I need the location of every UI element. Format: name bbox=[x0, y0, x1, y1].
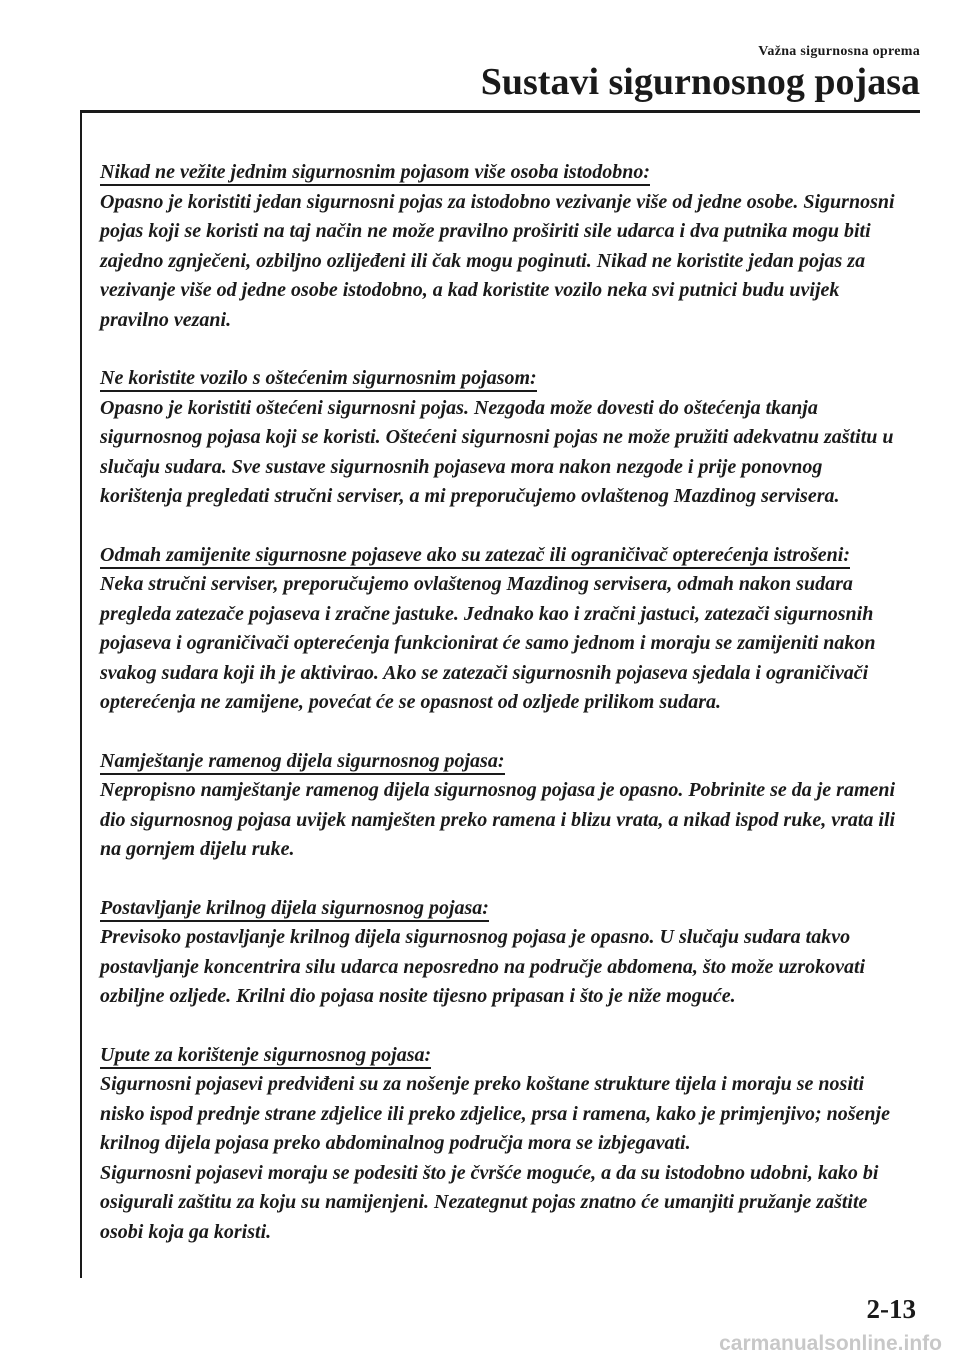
warning-paragraph: Previsoko postavljanje krilnog dijela sigurnosnog pojasa je opasno. U slučaju sudara takvo postavljanje koncentrira silu udarca neposredno na područje abdomena, što može uzrokovati ozbiljne ozljede. Krilni dio pojasa nosite tijesno pripasan i što je niže moguće. bbox=[100, 926, 866, 1007]
warning-heading: Ne koristite vozilo s oštećenim sigurnosnim pojasom: bbox=[100, 364, 904, 394]
page-title: Sustavi sigurnosnog pojasa bbox=[480, 61, 920, 103]
warning-block bbox=[100, 541, 904, 718]
warning-block bbox=[100, 158, 904, 335]
warning-heading: Odmah zamijenite sigurnosne pojaseve ako su zatezač ili ograničivač opterećenja istrošeni: bbox=[100, 541, 904, 571]
warning-block bbox=[100, 894, 904, 1012]
section-label: Važna sigurnosna oprema bbox=[758, 44, 920, 59]
warning-block bbox=[100, 747, 904, 865]
warning-paragraph: Opasno je koristiti oštećeni sigurnosni pojas. Nezgoda može dovesti do oštećenja tkanja sigurnosnog pojasa koji se koristi. Oštećeni sigurnosni pojas ne može pružiti adekvatnu zaštitu u slučaju sudara. Sve sustave sigurnosnih pojaseva mora nakon nezgode i prije ponovnog korištenja pregledati stručni serviser, a mi preporučujemo ovlaštenog Mazdinog servisera. bbox=[100, 396, 894, 507]
warning-heading: Upute za korištenje sigurnosnog pojasa: bbox=[100, 1041, 904, 1071]
page-number: 2-13 bbox=[866, 1294, 916, 1324]
warning-heading: Nikad ne vežite jednim sigurnosnim pojasom više osoba istodobno: bbox=[100, 158, 904, 188]
content-margin-line bbox=[80, 110, 82, 1278]
warning-heading: Postavljanje krilnog dijela sigurnosnog pojasa: bbox=[100, 894, 904, 924]
warning-block bbox=[100, 364, 904, 512]
warning-heading: Namještanje ramenog dijela sigurnosnog pojasa: bbox=[100, 747, 904, 777]
warning-paragraph: Nepropisno namještanje ramenog dijela sigurnosnog pojasa je opasno. Pobrinite se da je rameni dio sigurnosnog pojasa uvijek namješten preko ramena i blizu vrata, a nikad ispod ruke, vrata ili na gornjem dijelu ruke. bbox=[100, 779, 896, 860]
warning-paragraph: Opasno je koristiti jedan sigurnosni pojas za istodobno vezivanje više od jedne osobe. Sigurnosni pojas koji se koristi na taj način ne može pravilno proširiti sile udarca i dva putnika mogu biti zajedno zgnječeni, ozbiljno ozlijeđeni ili čak mogu poginuti. Nikad ne koristite jedan pojas za vezivanje više od jedne osobe istodobno, a kad koristite vozilo neka svi putnici budu uvijek pravilno vezani. bbox=[100, 190, 895, 331]
warning-content bbox=[100, 158, 904, 1276]
warning-paragraph: Sigurnosni pojasevi predviđeni su za nošenje preko koštane strukture tijela i moraju se nositi nisko ispod prednje strane zdjelice ili preko zdjelice, prsa i ramena, kako je primjenjivo; nošenje krilnog dijela pojasa preko abdominalnog područja mora se izbjegavati. bbox=[100, 1073, 890, 1154]
header-rule bbox=[80, 110, 920, 113]
warning-block bbox=[100, 1041, 904, 1248]
warning-paragraph: Neka stručni serviser, preporučujemo ovlaštenog Mazdinog servisera, odmah nakon sudara pregleda zatezače pojaseva i zračne jastuke. Jednako kao i zračni jastuci, zatezači sigurnosnih pojaseva i ograničivači opterećenja funkcionirat će samo jednom i moraju se zamijeniti nakon svakog sudara koji ih je aktivirao. Ako se zatezači sigurnosnih pojaseva sjedala i ograničivači opterećenja ne zamijene, povećat će se opasnost od ozljede prilikom sudara. bbox=[100, 573, 876, 713]
warning-paragraph: Sigurnosni pojasevi moraju se podesiti što je čvršće moguće, a da su istodobno udobni, kako bi osigurali zaštitu za koju su namijenjeni. Nezategnut pojas znatno će umanjiti pružanje zaštite osobi koja ga koristi. bbox=[100, 1161, 879, 1243]
watermark: carmanualsonline.info bbox=[719, 1332, 942, 1355]
